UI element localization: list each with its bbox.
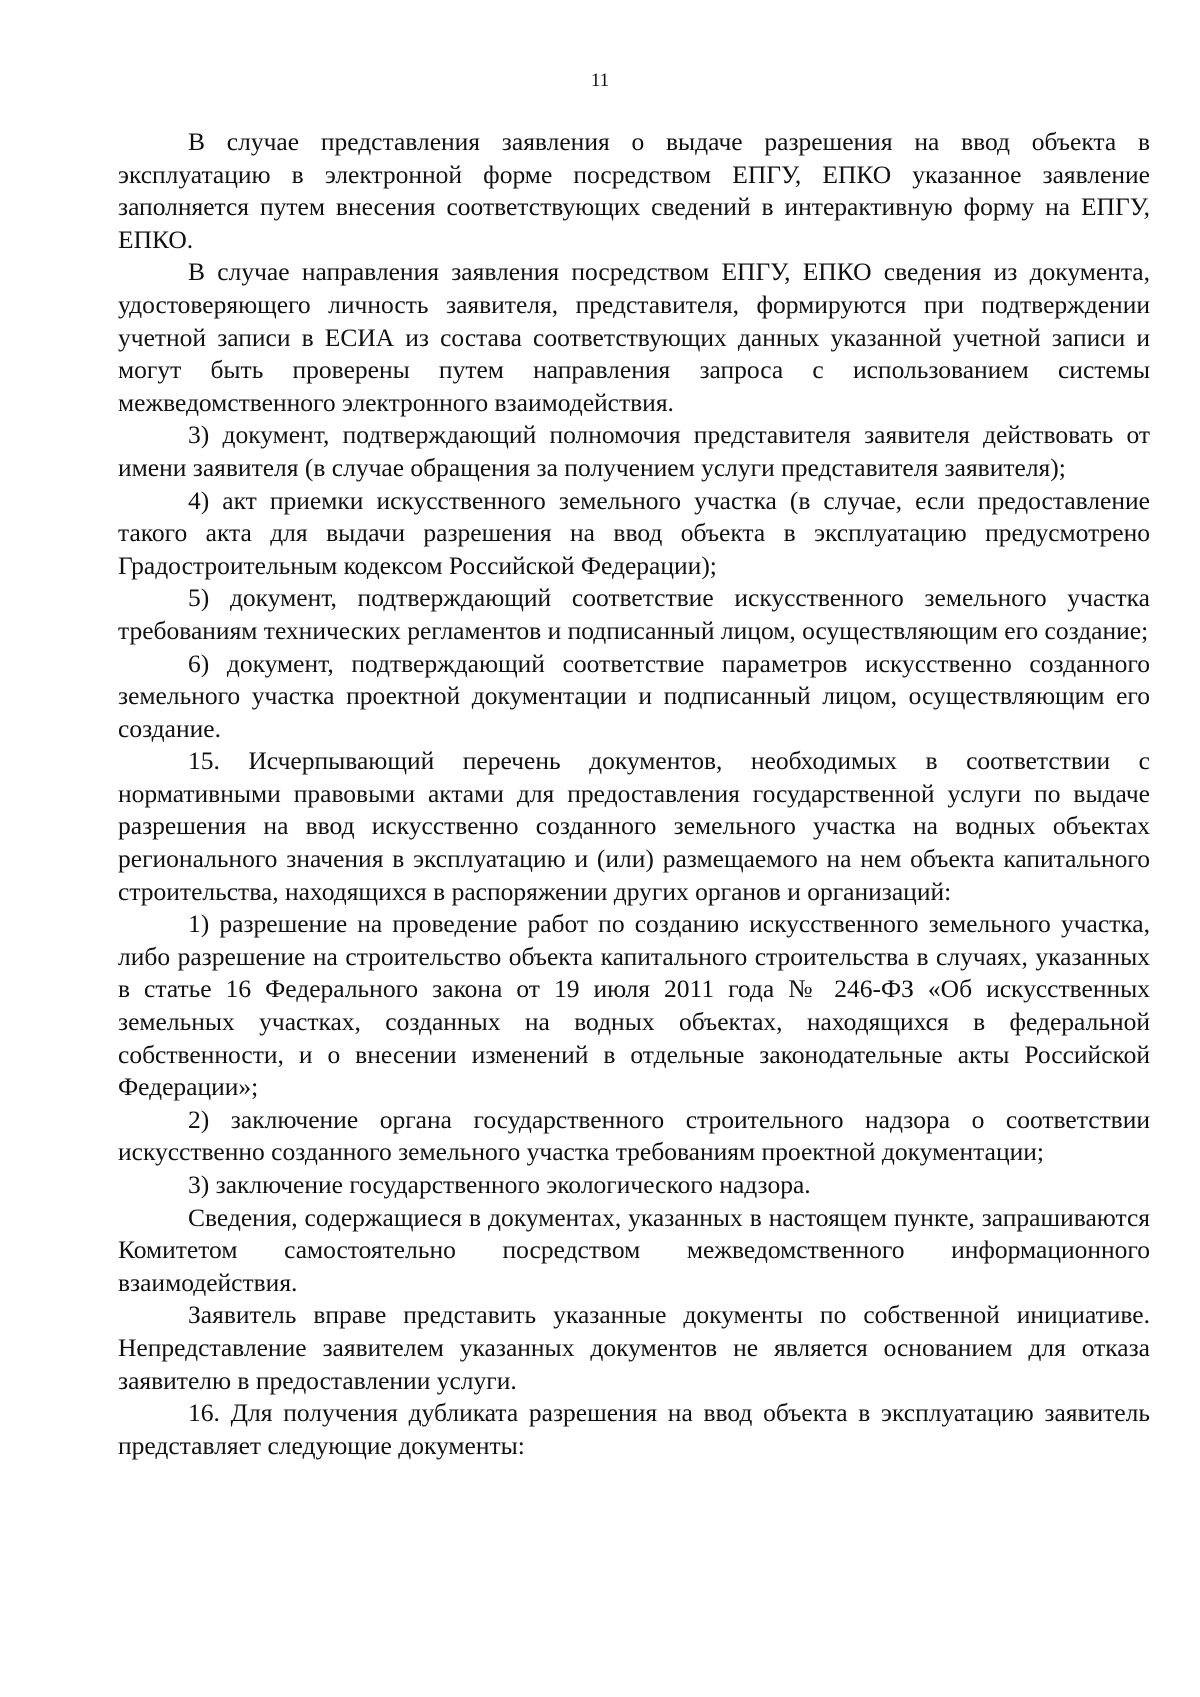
page-number: 11 — [590, 70, 610, 91]
list-item-5-compliance-document: 5) документ, подтверждающий соответствие искусственного земельного участка требованиям технических регламентов и подписанный лицом, осуществляющим его создание; — [118, 583, 1150, 645]
list-item-3-representative-authority: 3) документ, подтверждающий полномочия представителя заявителя действовать от имени заявителя (в случае обращения за получением услуги представителя заявителя); — [118, 420, 1150, 482]
list-item-6-parameters-document: 6) документ, подтверждающий соответствие параметров искусственно созданного земельного участка проектной документации и подписанный лицом, осуществляющим его создание. — [118, 648, 1150, 743]
clause-15-documents-list: 15. Исчерпывающий перечень документов, необходимых в соответствии с нормативными правовыми актами для предоставления государственной услуги по выдаче разрешения на ввод искусственно созданного земельного участка на водных объектах регионального значения в эксплуатацию и (или) размещаемого на нем объекта капитального строительства, находящихся в распоряжении других органов и организаций: — [118, 746, 1150, 906]
list-item-2-supervision-conclusion: 2) заключение органа государственного строительного надзора о соответствии искусственно созданного земельного участка требованиям проектной документации; — [118, 1104, 1150, 1167]
paragraph-epgu-electronic-form: В случае представления заявления о выдаче разрешения на ввод объекта в эксплуатацию в электронной форме посредством ЕПГУ, ЕПКО указанное заявление заполняется путем внесения соответствующих сведений в интерактивную форму на ЕПГУ, ЕПКО. — [118, 127, 1150, 254]
list-item-3-ecological-supervision: 3) заключение государственного экологического надзора. — [188, 1170, 811, 1199]
list-item-1-work-permit: 1) разрешение на проведение работ по созданию искусственного земельного участка, либо разрешение на строительство объекта капитального строительства в случаях, указанных в статье 16 Федерального закона от 19 июля 2011 года № 246-ФЗ «Об искусственных земельных участках, созданных на водных объектах, находящихся в федеральной собственности, и о внесении изменений в отдельные законодательные акты Российской Федерации»; — [118, 909, 1150, 1102]
list-item-4-acceptance-act: 4) акт приемки искусственного земельного участка (в случае, если предоставление такого акта для выдачи разрешения на ввод объекта в эксплуатацию предусмотрено Градостроительным кодексом Российской Федерации); — [118, 485, 1150, 580]
paragraph-interagency-requests: Сведения, содержащиеся в документах, указанных в настоящем пункте, запрашиваются Комитетом самостоятельно посредством межведомственного информационного взаимодействия. — [118, 1202, 1150, 1297]
paragraph-applicant-initiative: Заявитель вправе представить указанные документы по собственной инициативе. Непредставление заявителем указанных документов не является основанием для отказа заявителю в предоставлении услуги. — [118, 1300, 1150, 1395]
clause-16-duplicate-documents: 16. Для получения дубликата разрешения на ввод объекта в эксплуатацию заявитель представляет следующие документы: — [118, 1398, 1150, 1460]
paragraph-esia-identity-data: В случае направления заявления посредством ЕПГУ, ЕПКО сведения из документа, удостоверяющего личность заявителя, представителя, формируются при подтверждении учетной записи в ЕСИА из состава соответствующих данных указанной учетной записи и могут быть проверены путем направления запроса с использованием системы межведомственного электронного взаимодействия. — [118, 257, 1150, 417]
document-body — [118, 126, 1150, 1462]
